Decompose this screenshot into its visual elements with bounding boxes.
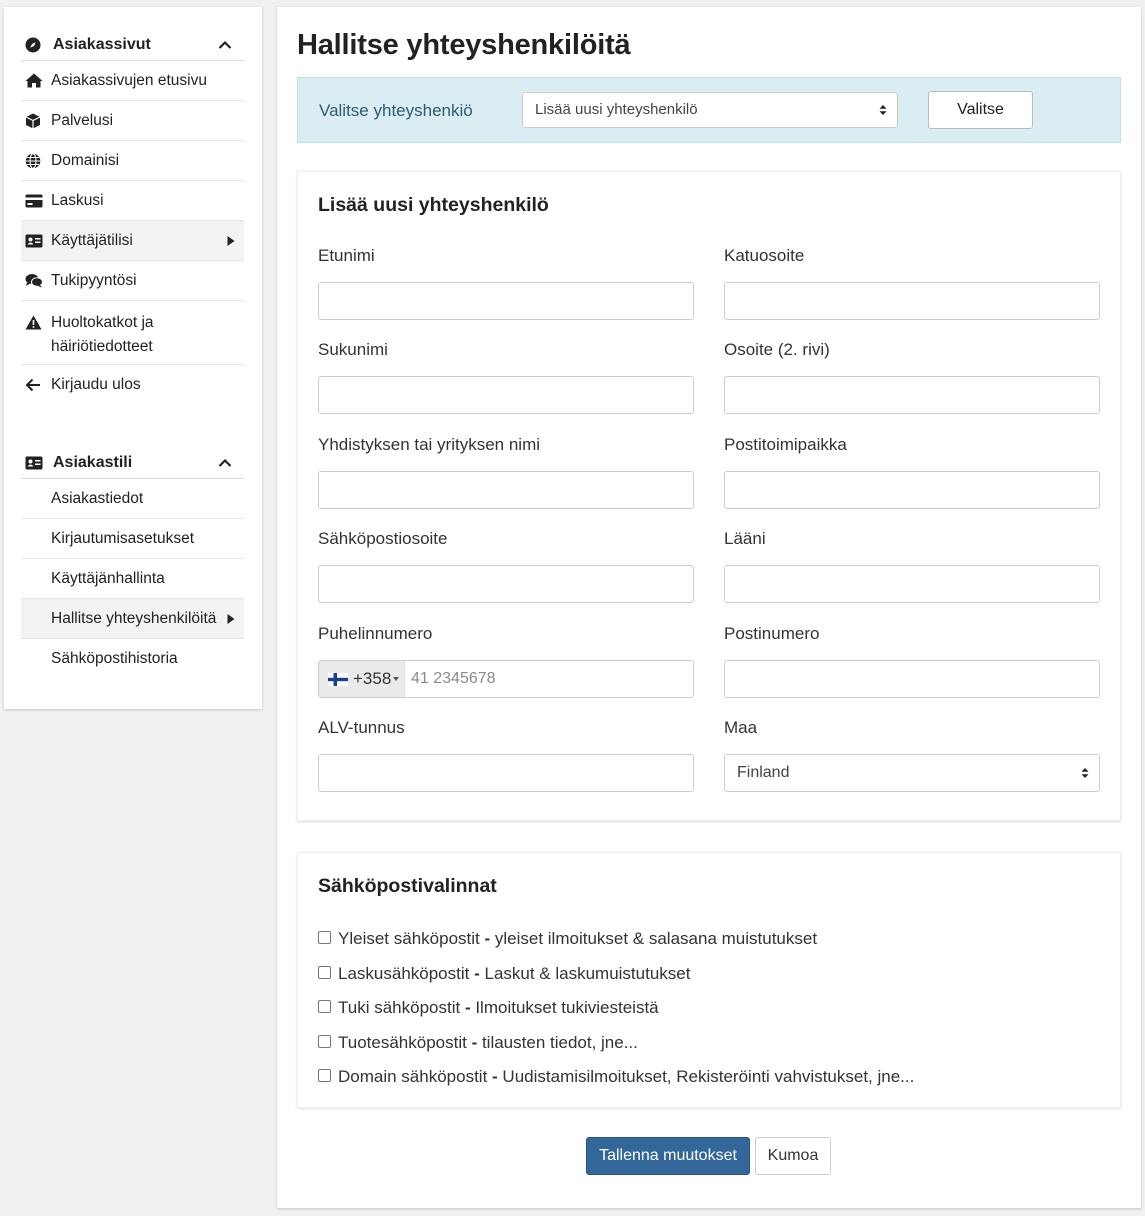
postcode-label: Postinumero [724, 624, 820, 643]
email-pref-invoice [318, 964, 690, 984]
sidebar-item-tukipyyntosi[interactable] [21, 261, 244, 301]
state-input[interactable] [724, 565, 1100, 603]
sidebar-item-label: Asiakastiedot [51, 489, 144, 507]
sidebar-item-etusivu[interactable] [21, 61, 244, 101]
separator: - [466, 1033, 482, 1052]
sidebar-item-label: Kirjautumisasetukset [51, 529, 195, 547]
phone-country-picker[interactable] [319, 661, 405, 697]
globe-icon [25, 153, 51, 169]
support-emails-checkbox[interactable] [318, 1000, 331, 1013]
option-desc: Ilmoitukset tukiviesteistä [475, 998, 659, 1017]
sidebar-item-label: Asiakassivujen etusivu [51, 71, 207, 89]
sidebar-item-label: Laskusi [51, 191, 104, 209]
warning-icon [25, 315, 51, 330]
sidebar-item-label: Sähköpostihistoria [51, 650, 178, 667]
phone-country-code: +358 [353, 669, 392, 688]
sidebar-section-header-asiakastili[interactable] [21, 447, 244, 479]
sidebar-item-kayttajatilisi[interactable] [21, 221, 244, 261]
contact-form-title: Lisää uusi yhteyshenkilö [318, 194, 549, 216]
option-name: Tuotesähköpostit [338, 1033, 467, 1052]
box-icon [25, 113, 51, 129]
sidebar-item-domainisi[interactable] [21, 141, 244, 181]
sidebar-item-hallitse-yhteyshenkiloita[interactable] [21, 599, 244, 639]
company-field [318, 435, 694, 509]
option-name: Domain sähköpostit [338, 1067, 488, 1086]
country-label: Maa [724, 718, 758, 737]
street-field [724, 246, 1100, 320]
contact-selector-label: Valitse yhteyshenkiö [319, 101, 473, 120]
phone-field [318, 624, 694, 698]
address2-input[interactable] [724, 376, 1100, 414]
sidebar-item-label: Kirjaudu ulos [51, 376, 141, 393]
country-select[interactable] [724, 754, 1100, 792]
country-select-value: Finland [737, 764, 790, 781]
sidebar-item-label: Huoltokatkot ja häiriötiedotteet [51, 314, 154, 355]
invoice-emails-checkbox[interactable] [318, 966, 331, 979]
sidebar-item-sahkopostihistoria[interactable] [21, 639, 244, 679]
select-arrows-icon [1081, 767, 1089, 779]
compass-icon [25, 37, 47, 53]
first-name-input[interactable] [318, 282, 694, 320]
separator: - [479, 929, 495, 948]
sidebar-section-title: Asiakastili [53, 453, 133, 471]
email-input[interactable] [318, 565, 694, 603]
address2-field [724, 340, 1100, 414]
country-field [724, 718, 1100, 792]
street-label: Katuosoite [724, 246, 805, 265]
caret-down-icon [393, 677, 399, 681]
sidebar-item-label: Käyttäjätilisi [51, 231, 133, 249]
city-input[interactable] [724, 471, 1100, 509]
sidebar-section-title: Asiakassivut [53, 35, 151, 53]
email-field [318, 529, 694, 603]
city-label: Postitoimipaikka [724, 435, 847, 454]
domain-emails-checkbox[interactable] [318, 1069, 331, 1082]
sidebar-section-header-asiakassivut[interactable] [21, 29, 244, 61]
option-desc: Uudistamisilmoitukset, Rekisteröinti vahvistukset, jne... [502, 1067, 915, 1086]
sidebar-item-label: Hallitse yhteyshenkilöitä [51, 609, 217, 627]
street-input[interactable] [724, 282, 1100, 320]
option-name: Yleiset sähköpostit [338, 929, 480, 948]
phone-input[interactable] [318, 660, 694, 698]
contact-select-value: Lisää uusi yhteyshenkilö [535, 101, 698, 118]
sidebar-item-laskusi[interactable] [21, 181, 244, 221]
email-label: Sähköpostiosoite [318, 529, 448, 548]
chevron-up-icon[interactable] [218, 458, 232, 468]
sidebar-item-label: Domainisi [51, 151, 120, 169]
caret-right-icon [227, 613, 235, 624]
sidebar-item-kirjaudu-ulos[interactable] [21, 365, 244, 405]
vat-field [318, 718, 694, 792]
credit-card-icon [25, 194, 51, 208]
sidebar-item-kayttajanhallinta[interactable] [21, 559, 244, 599]
company-input[interactable] [318, 471, 694, 509]
option-name: Tuki sähköpostit [338, 998, 461, 1017]
save-changes-button[interactable]: Tallenna muutokset [586, 1137, 750, 1175]
email-pref-domain [318, 1067, 914, 1087]
contact-form-panel [297, 171, 1121, 821]
phone-label: Puhelinnumero [318, 624, 433, 643]
option-desc: tilausten tiedot, jne... [481, 1033, 638, 1052]
email-pref-general [318, 929, 817, 949]
sidebar-item-huoltokatkot[interactable] [21, 301, 244, 365]
address2-label: Osoite (2. rivi) [724, 340, 830, 359]
last-name-field [318, 340, 694, 414]
email-pref-support [318, 998, 659, 1018]
main-content [277, 7, 1141, 1208]
general-emails-checkbox[interactable] [318, 931, 331, 944]
contact-select[interactable] [522, 92, 898, 128]
id-card-icon [25, 456, 47, 470]
separator: - [487, 1067, 503, 1086]
vat-label: ALV-tunnus [318, 718, 405, 737]
email-pref-product [318, 1033, 638, 1053]
page-title: Hallitse yhteyshenkilöitä [297, 29, 631, 61]
select-contact-button[interactable]: Valitse [928, 91, 1033, 129]
finland-flag-icon [328, 673, 348, 686]
contact-selector-bar [297, 77, 1121, 143]
sidebar-item-palvelusi[interactable] [21, 101, 244, 141]
sidebar-item-label: Palvelusi [51, 111, 114, 129]
chevron-up-icon[interactable] [218, 40, 232, 50]
product-emails-checkbox[interactable] [318, 1035, 331, 1048]
postcode-field [724, 624, 1100, 698]
vat-input[interactable] [318, 754, 694, 792]
last-name-label: Sukunimi [318, 340, 388, 359]
last-name-input[interactable] [318, 376, 694, 414]
option-desc: Laskut & laskumuistutukset [484, 964, 691, 983]
separator: - [469, 964, 485, 983]
option-desc: yleiset ilmoitukset & salasana muistutukset [494, 929, 818, 948]
arrow-left-icon [25, 378, 51, 392]
city-field [724, 435, 1100, 509]
option-name: Laskusähköpostit [338, 964, 470, 983]
caret-right-icon [227, 235, 235, 246]
postcode-input[interactable] [724, 660, 1100, 698]
first-name-label: Etunimi [318, 246, 375, 265]
id-card-icon [25, 234, 51, 248]
email-preferences-panel [297, 852, 1121, 1108]
sidebar-item-label: Tukipyyntösi [51, 271, 137, 289]
comments-icon [25, 273, 51, 288]
company-label: Yhdistyksen tai yrityksen nimi [318, 435, 541, 454]
sidebar-item-label: Käyttäjänhallinta [51, 569, 165, 587]
home-icon [25, 73, 51, 88]
phone-placeholder: 41 2345678 [411, 670, 496, 687]
state-field [724, 529, 1100, 603]
select-arrows-icon [879, 104, 887, 116]
email-preferences-title: Sähköpostivalinnat [318, 875, 497, 897]
first-name-field [318, 246, 694, 320]
cancel-button[interactable]: Kumoa [755, 1137, 831, 1175]
sidebar-item-asiakastiedot[interactable] [21, 479, 244, 519]
separator: - [460, 998, 476, 1017]
sidebar [4, 7, 262, 709]
sidebar-item-kirjautumisasetukset[interactable] [21, 519, 244, 559]
state-label: Lääni [724, 529, 766, 548]
